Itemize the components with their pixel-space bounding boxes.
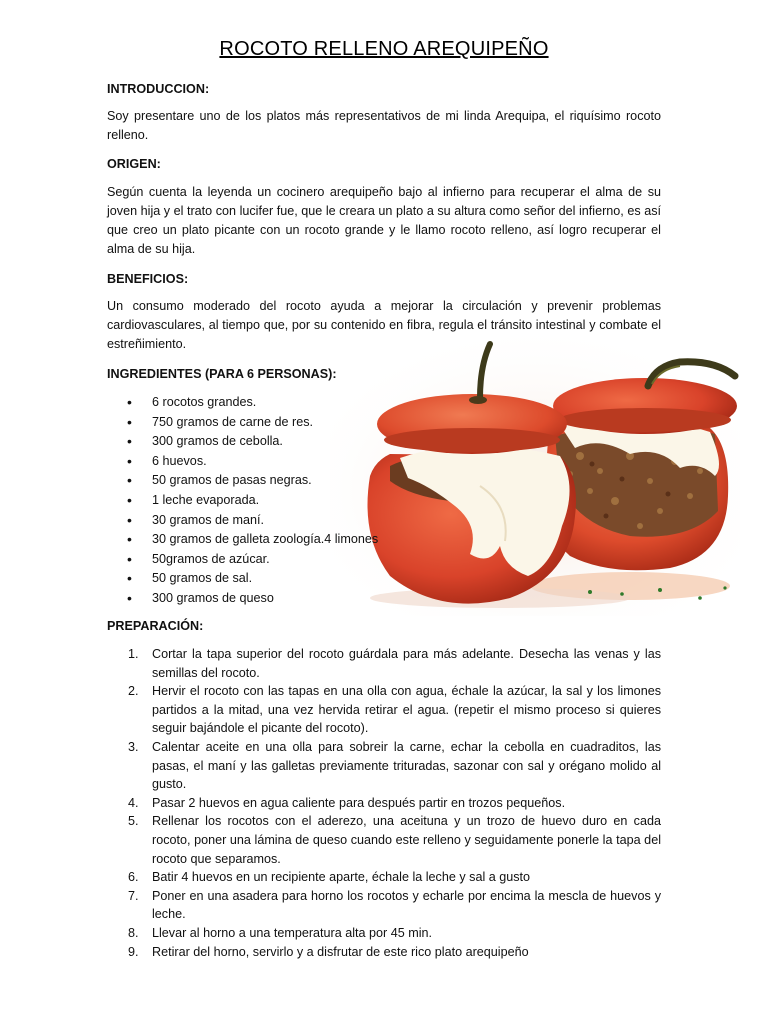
- ingredient-text: 50gramos de azúcar.: [152, 551, 270, 566]
- ingredients-section: [107, 365, 661, 384]
- ingredient-item: [107, 413, 661, 433]
- origin-heading: ORIGEN:: [107, 157, 161, 171]
- ingredient-item: [107, 569, 661, 589]
- preparation-step: [107, 645, 661, 682]
- preparation-heading: PREPARACIÓN:: [107, 619, 204, 633]
- step-text: Hervir el rocoto con las tapas en una olla con agua, échale la azúcar, la sal y los limones partidos a la mitad, una vez hervida retirar el agua. (repetir el mismo proceso si quieres seguir bajándole el picante del rocoto).: [152, 684, 661, 736]
- step-number: 1.: [128, 647, 139, 661]
- ingredient-item: [107, 491, 661, 511]
- step-text: Pasar 2 huevos en agua caliente para después partir en trozos pequeños.: [152, 795, 566, 810]
- preparation-step: [107, 887, 661, 924]
- ingredients-heading: INGREDIENTES (PARA 6 PERSONAS):: [107, 367, 337, 381]
- preparation-step: [107, 812, 661, 868]
- bullet-icon: •: [127, 413, 132, 430]
- benefits-section: [107, 270, 661, 289]
- preparation-steps: [107, 645, 661, 961]
- step-number: 7.: [128, 888, 139, 903]
- preparation-step: [107, 943, 661, 962]
- ingredient-item: [107, 530, 661, 550]
- bullet-icon: •: [127, 531, 132, 548]
- step-text: Batir 4 huevos en un recipiente aparte, échale la leche y sal a gusto: [152, 870, 531, 885]
- ingredients-list: [107, 393, 661, 609]
- step-number: 4.: [128, 795, 139, 810]
- ingredient-item: [107, 471, 661, 491]
- origin-text: Según cuenta la leyenda un cocinero arequipeño bajo al infierno para recuperar el alma de su joven hija y el trato con lucifer fue, que le creara un plato a su altura como señor del infierno, es así que creo un plato picante con un rocoto grande y le llamo rocoto relleno, así logro recuperar el alma de su hija.: [107, 185, 661, 256]
- step-number: 6.: [128, 870, 139, 885]
- page-title: ROCOTO RELLENO AREQUIPEÑO: [219, 38, 549, 60]
- benefits-heading: BENEFICIOS:: [107, 272, 189, 286]
- bullet-icon: •: [127, 550, 132, 567]
- step-text: Poner en una asadera para horno los rocotos y echarle por encima la mescla de huevos y leche.: [152, 888, 661, 922]
- step-number: 5.: [128, 814, 139, 829]
- bullet-icon: •: [127, 589, 132, 606]
- intro-text: Soy presentare uno de los platos más representativos de mi linda Arequipa, el riquísimo rocoto relleno.: [107, 109, 661, 142]
- ingredient-item: [107, 589, 661, 609]
- intro-heading: INTRODUCCION:: [107, 82, 210, 96]
- ingredient-text: 50 gramos de sal.: [152, 571, 253, 586]
- step-number: 8.: [128, 925, 139, 940]
- step-text: Cortar la tapa superior del rocoto guárdala para más adelante. Desecha las venas y las semillas del rocoto.: [152, 647, 661, 680]
- bullet-icon: •: [127, 433, 132, 450]
- ingredient-item: [107, 550, 661, 570]
- bullet-icon: •: [127, 570, 132, 587]
- ingredient-text: 6 huevos.: [152, 453, 207, 468]
- preparation-step: [107, 794, 661, 813]
- ingredient-text: 30 gramos de maní.: [152, 512, 265, 527]
- ingredient-text: 30 gramos de galleta zoología.4 limones: [152, 532, 379, 547]
- ingredient-text: 1 leche evaporada.: [152, 492, 260, 507]
- bullet-icon: •: [127, 394, 132, 410]
- ingredient-item: [107, 393, 661, 413]
- ingredient-text: 300 gramos de queso: [152, 590, 274, 605]
- step-number: 9.: [128, 944, 139, 959]
- bullet-icon: •: [127, 472, 132, 489]
- origin-section: [107, 155, 661, 174]
- step-text: Retirar del horno, servirlo y a disfrutar de este rico plato arequipeño: [152, 944, 529, 959]
- step-text: Rellenar los rocotos con el aderezo, una aceituna y un trozo de huevo duro en cada rocoto, poner una lámina de queso cuando este relleno y seguidamente ponerle la tapa del rocoto que separamos.: [152, 814, 661, 866]
- ingredient-item: [107, 511, 661, 531]
- bullet-icon: •: [127, 511, 132, 528]
- preparation-step: [107, 738, 661, 794]
- step-text: Llevar al horno a una temperatura alta por 45 min.: [152, 925, 433, 940]
- preparation-step: [107, 924, 661, 943]
- preparation-step: [107, 682, 661, 738]
- step-number: 3.: [128, 739, 139, 754]
- preparation-steps-container: [107, 645, 661, 961]
- ingredients-list-container: [107, 393, 661, 609]
- ingredient-item: [107, 452, 661, 472]
- ingredient-text: 750 gramos de carne de res.: [152, 414, 314, 429]
- ingredient-text: 300 gramos de cebolla.: [152, 434, 283, 449]
- ingredient-text: 6 rocotos grandes.: [152, 395, 257, 409]
- step-number: 2.: [128, 684, 139, 699]
- bullet-icon: •: [127, 452, 132, 469]
- ingredient-item: [107, 432, 661, 452]
- step-text: Calentar aceite en una olla para sobreir la carne, echar la cebolla en cuadraditos, las pasas, el maní y las galletas previamente trituradas, sazonar con sal y orégano molido al gusto.: [152, 739, 661, 792]
- intro-section: [107, 80, 661, 99]
- ingredient-text: 50 gramos de pasas negras.: [152, 473, 312, 488]
- bullet-icon: •: [127, 491, 132, 508]
- benefits-text: Un consumo moderado del rocoto ayuda a mejorar la circulación y prevenir problemas cardiovasculares, al tiempo que, por su contenido en fibra, regula el tránsito intestinal y combate el estreñimiento.: [107, 299, 661, 351]
- preparation-section: [107, 617, 661, 636]
- preparation-step: [107, 868, 661, 887]
